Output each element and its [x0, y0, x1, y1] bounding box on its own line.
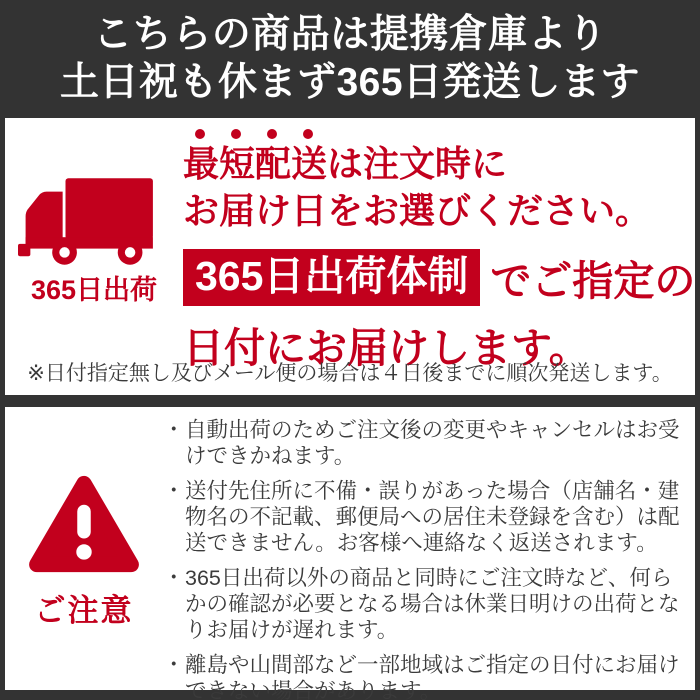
- caution-list-item: [163, 478, 681, 556]
- caution-label: ご注意: [34, 593, 134, 628]
- bullet-marker: ・: [163, 653, 185, 677]
- header-banner: [0, 0, 700, 118]
- truck-label: 365日出荷: [30, 275, 158, 305]
- shipping-headline-1: 最短配送は注文時に: [183, 143, 508, 184]
- caution-item-text: 送付先住所に不備・誤りがあった場合（店舗名・建物名の不記載、郵便局への居住未登録を含む）は配送できません。お客様へ連絡なく返送されます。: [185, 479, 680, 555]
- caution-item-text: 365日出荷以外の商品と同時にご注文時など、何らかの確認が必要となる場合は休業日明けの出荷となりお届けが遅れます。: [185, 566, 680, 642]
- shipping-delivery-line: 日付にお届けします。: [183, 325, 590, 371]
- emphasis-dot: [303, 129, 313, 139]
- caution-icon-column: [5, 415, 163, 690]
- caution-list-item: [163, 417, 681, 469]
- shipping-text-column: [183, 118, 695, 395]
- shipping-panel: [5, 118, 695, 395]
- caution-item-text: 自動出荷のためご注文後の変更やキャンセルはお受けできかねます。: [185, 418, 680, 468]
- shipping-headline-2: お届け日をお選びください。: [183, 190, 652, 231]
- header-line-1: こちらの商品は提携倉庫より: [93, 13, 607, 56]
- caution-panel: [5, 407, 695, 700]
- warning-triangle-icon: [26, 473, 142, 577]
- header-line-2: 土日祝も休まず365日発送します: [59, 61, 641, 104]
- caution-list: [163, 415, 695, 700]
- shipping-badge: 365日出荷体制: [183, 249, 480, 306]
- caution-list-item: [163, 652, 681, 700]
- caution-item-text: 離島や山間部など一部地域はご指定の日付にお届けできない場合があります。: [185, 653, 680, 700]
- shipping-badge-row: [183, 248, 695, 307]
- truck-icon: [18, 178, 170, 266]
- caution-list-item: [163, 565, 681, 643]
- bullet-marker: ・: [163, 479, 185, 503]
- emphasis-dot: [267, 129, 277, 139]
- bullet-marker: ・: [163, 566, 185, 590]
- emphasis-dots: [195, 127, 695, 140]
- bullet-marker: ・: [163, 418, 185, 442]
- shipping-badge-suffix: でご指定の: [490, 258, 696, 304]
- emphasis-dot: [231, 129, 241, 139]
- shipping-note: ※日付指定無し及びメール便の場合は４日後までに順次発送します。: [27, 362, 673, 385]
- shipping-icon-column: [5, 118, 183, 395]
- emphasis-dot: [195, 129, 205, 139]
